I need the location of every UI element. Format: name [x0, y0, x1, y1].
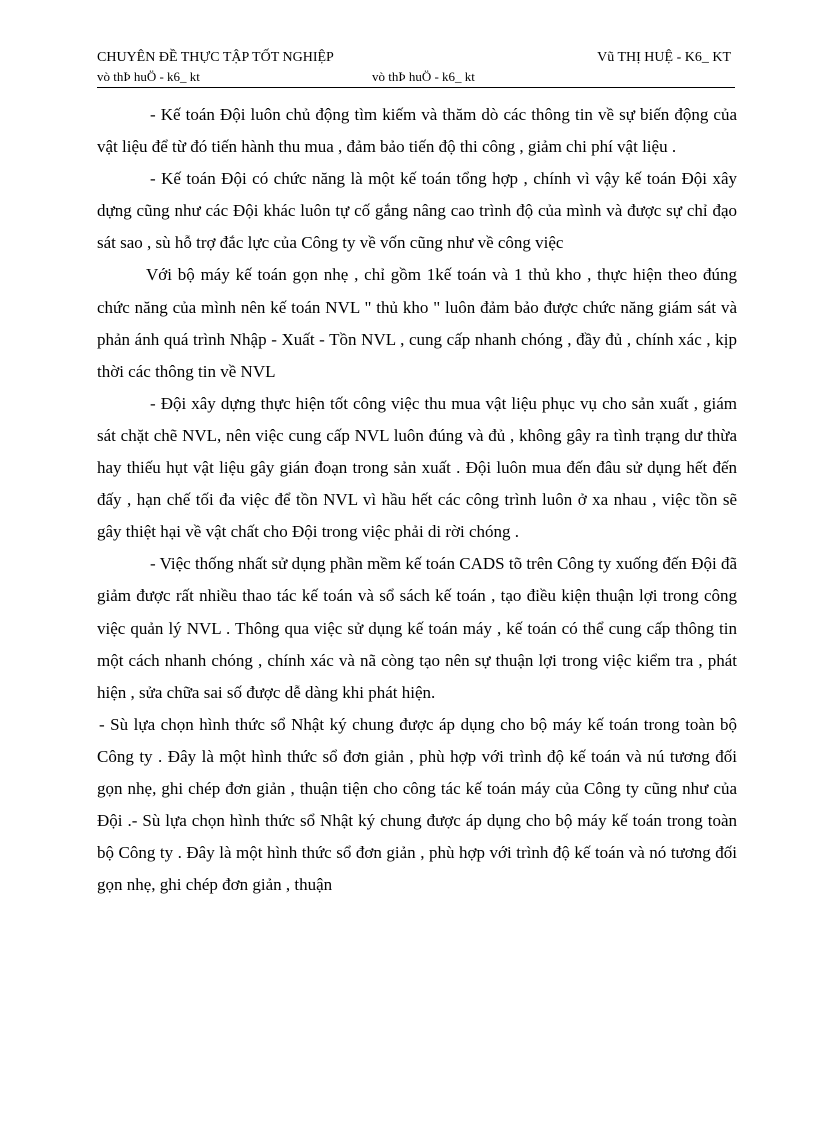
paragraph: - Kế toán Đội luôn chủ động tìm kiếm và thăm dò các thông tin về sự biến động của vật liệu để từ đó tiến hành thu mua , đảm bảo tiến độ thi công , giảm chi phí vật liệu . [97, 105, 737, 157]
header-bottom-row [97, 67, 735, 86]
header-author-encoded-left: vò thÞ huÖ - k6_ kt [97, 69, 200, 84]
paragraph: - Việc thống nhất sử dụng phần mềm kế toán CADS tõ trên Công ty xuống đến Đội đã giảm được rất nhiều thao tác kế toán và sổ sách kế toán , tạo điều kiện thuận lợi trong công việc quản lý NVL . Thông qua việc sử dụng kế toán máy , kế toán có thể cung cấp thông tin một cách nhanh chóng , chính xác và nã còng tạo nên sự thuận lợi trong việc kiểm tra , phát hiện , sửa chữa sai số được dễ dàng khi phát hiện. [97, 554, 737, 702]
document-body [97, 99, 737, 901]
paragraph: - Sù lựa chọn hình thức sổ Nhật ký chung được áp dụng cho bộ máy kế toán trong toàn bộ Công ty . Đây là một hình thức sổ đơn giản , phù hợp với trình độ kế toán và nú tương đối gọn nhẹ, ghi chép đơn giản , thuận tiện cho công tác kế toán máy của Công ty cũng như của Đội .- Sù lựa chọn hình thức sổ Nhật ký chung được áp dụng cho bộ máy kế toán trong toàn bộ Công ty . Đây là một hình thức sổ đơn giản , phù hợp với trình độ kế toán và nó tương đối gọn nhẹ, ghi chép đơn giản , thuận [97, 714, 737, 895]
header-author: Vũ THỊ HUỆ - K6_ KT [597, 50, 731, 65]
paragraph: - Đội xây dựng thực hiện tốt công việc thu mua vật liệu phục vụ cho sản xuất , giám sát chặt chẽ NVL, nên việc cung cấp NVL luôn đúng và đủ , không gây ra tình trạng dư thừa hay thiếu hụt vật liệu gây gián đoạn trong sản xuất . Đội luôn mua đến đâu sử dụng hết đến đấy , hạn chế tối đa việc để tồn NVL vì hầu hết các công trình luôn ở xa nhau , việc tồn sẽ gây thiệt hại về vật chất cho Đội trong việc phải di rời chóng . [97, 393, 737, 542]
header-author-encoded-middle: vò thÞ huÖ - k6_ kt [372, 69, 475, 84]
header-title: CHUYÊN ĐỀ THỰC TẬP TỐT NGHIỆP [97, 50, 334, 65]
page-header [97, 48, 735, 86]
header-top-row [97, 48, 735, 67]
header-divider [97, 87, 735, 88]
paragraph: Với bộ máy kế toán gọn nhẹ , chỉ gồm 1kế toán và 1 thủ kho , thực hiện theo đúng chức năng của mình nên kế toán NVL " thủ kho " luôn đảm bảo được chức năng giám sát và phản ánh quá trình Nhập - Xuất - Tồn NVL , cung cấp nhanh chóng , đầy đủ , chính xác , kịp thời các thông tin về NVL [97, 265, 737, 381]
paragraph: - Kế toán Đội có chức năng là một kế toán tổng hợp , chính vì vậy kế toán Đội xây dựng cũng như các Đội khác luôn tự cố gắng nâng cao trình độ của mình và được sự chỉ đạo sát sao , sù hỗ trợ đắc lực của Công ty về vốn cũng như về công việc [97, 169, 737, 253]
